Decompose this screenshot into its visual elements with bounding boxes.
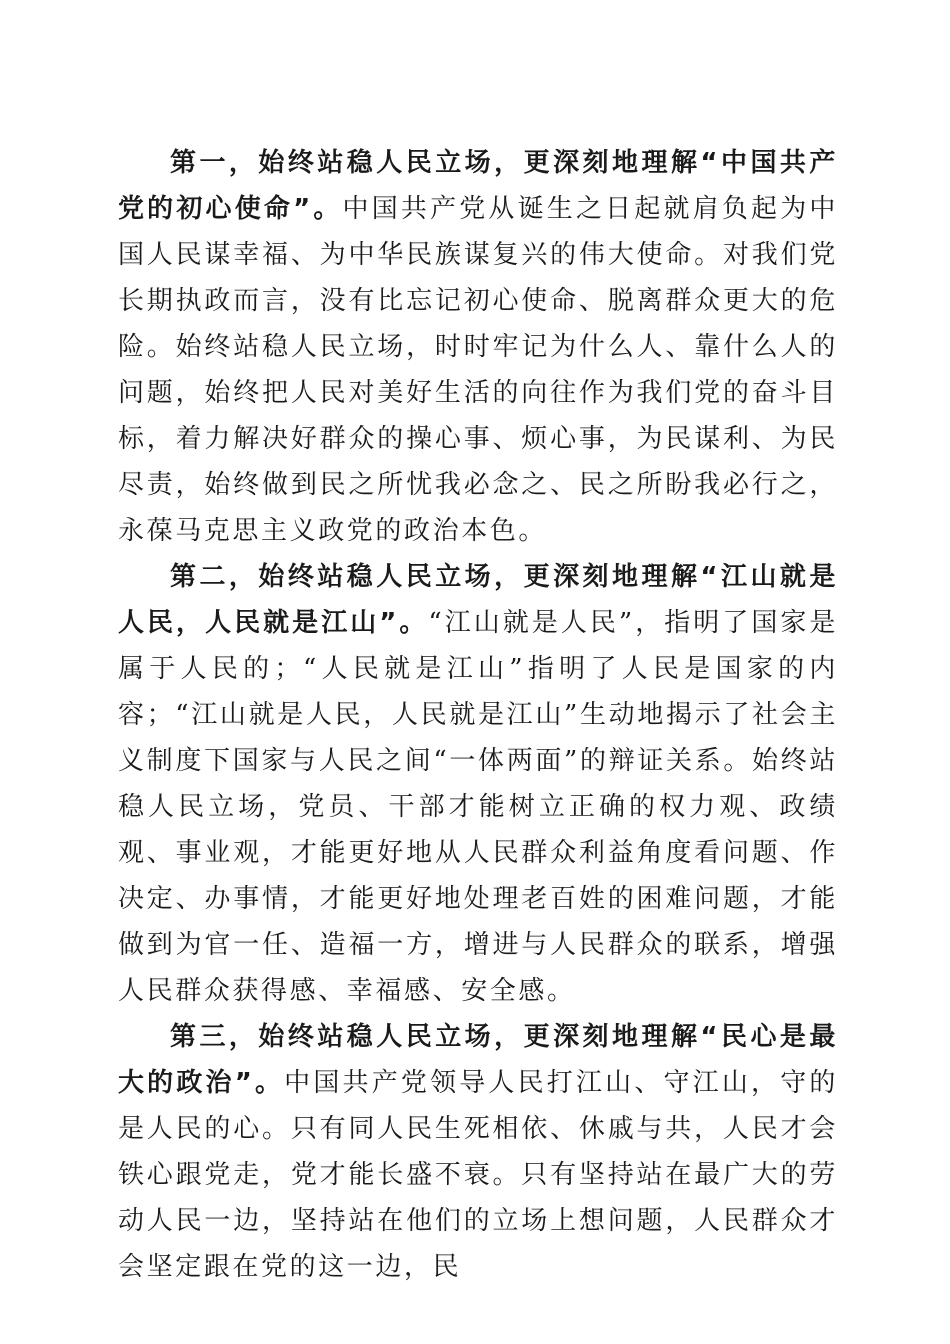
- paragraph-2: [118, 554, 838, 1014]
- paragraph-3-body: 中国共产党领导人民打江山、守江山，守的是人民的心。只有同人民生死相依、休戚与共，人民才会铁心跟党走，党才能长盛不衰。只有坚持站在最广大的劳动人民一边，坚持站在他们的立场上想问题，人民群众才会坚定跟在党的这一边，民: [118, 1068, 838, 1282]
- paragraph-1: [118, 140, 838, 554]
- paragraph-1-lead: 第一，始终站稳人民立场，更深刻地理解“中国共产党的初心使命”。: [118, 148, 838, 224]
- paragraph-3: [118, 1014, 838, 1290]
- document-body: [118, 140, 838, 1290]
- paragraph-2-lead: 第二，始终站稳人民立场，更深刻地理解“江山就是人民，人民就是江山”。: [118, 562, 838, 638]
- paragraph-2-body: “江山就是人民”，指明了国家是属于人民的；“人民就是江山”指明了人民是国家的内容；“江山就是人民，人民就是江山”生动地揭示了社会主义制度下国家与人民之间“一体两面”的辩证关系。始终站稳人民立场，党员、干部才能树立正确的权力观、政绩观、事业观，才能更好地从人民群众利益角度看问题、作决定、办事情，才能更好地处理老百姓的困难问题，才能做到为官一任、造福一方，增进与人民群众的联系，增强人民群众获得感、幸福感、安全感。: [118, 608, 838, 1006]
- paragraph-1-body: 中国共产党从诞生之日起就肩负起为中国人民谋幸福、为中华民族谋复兴的伟大使命。对我们党长期执政而言，没有比忘记初心使命、脱离群众更大的危险。始终站稳人民立场，时时牢记为什么人、靠什么人的问题，始终把人民对美好生活的向往作为我们党的奋斗目标，着力解决好群众的操心事、烦心事，为民谋利、为民尽责，始终做到民之所忧我必念之、民之所盼我必行之，永葆马克思主义政党的政治本色。: [118, 194, 839, 546]
- paragraph-3-lead: 第三，始终站稳人民立场，更深刻地理解“民心是最大的政治”。: [118, 1022, 838, 1098]
